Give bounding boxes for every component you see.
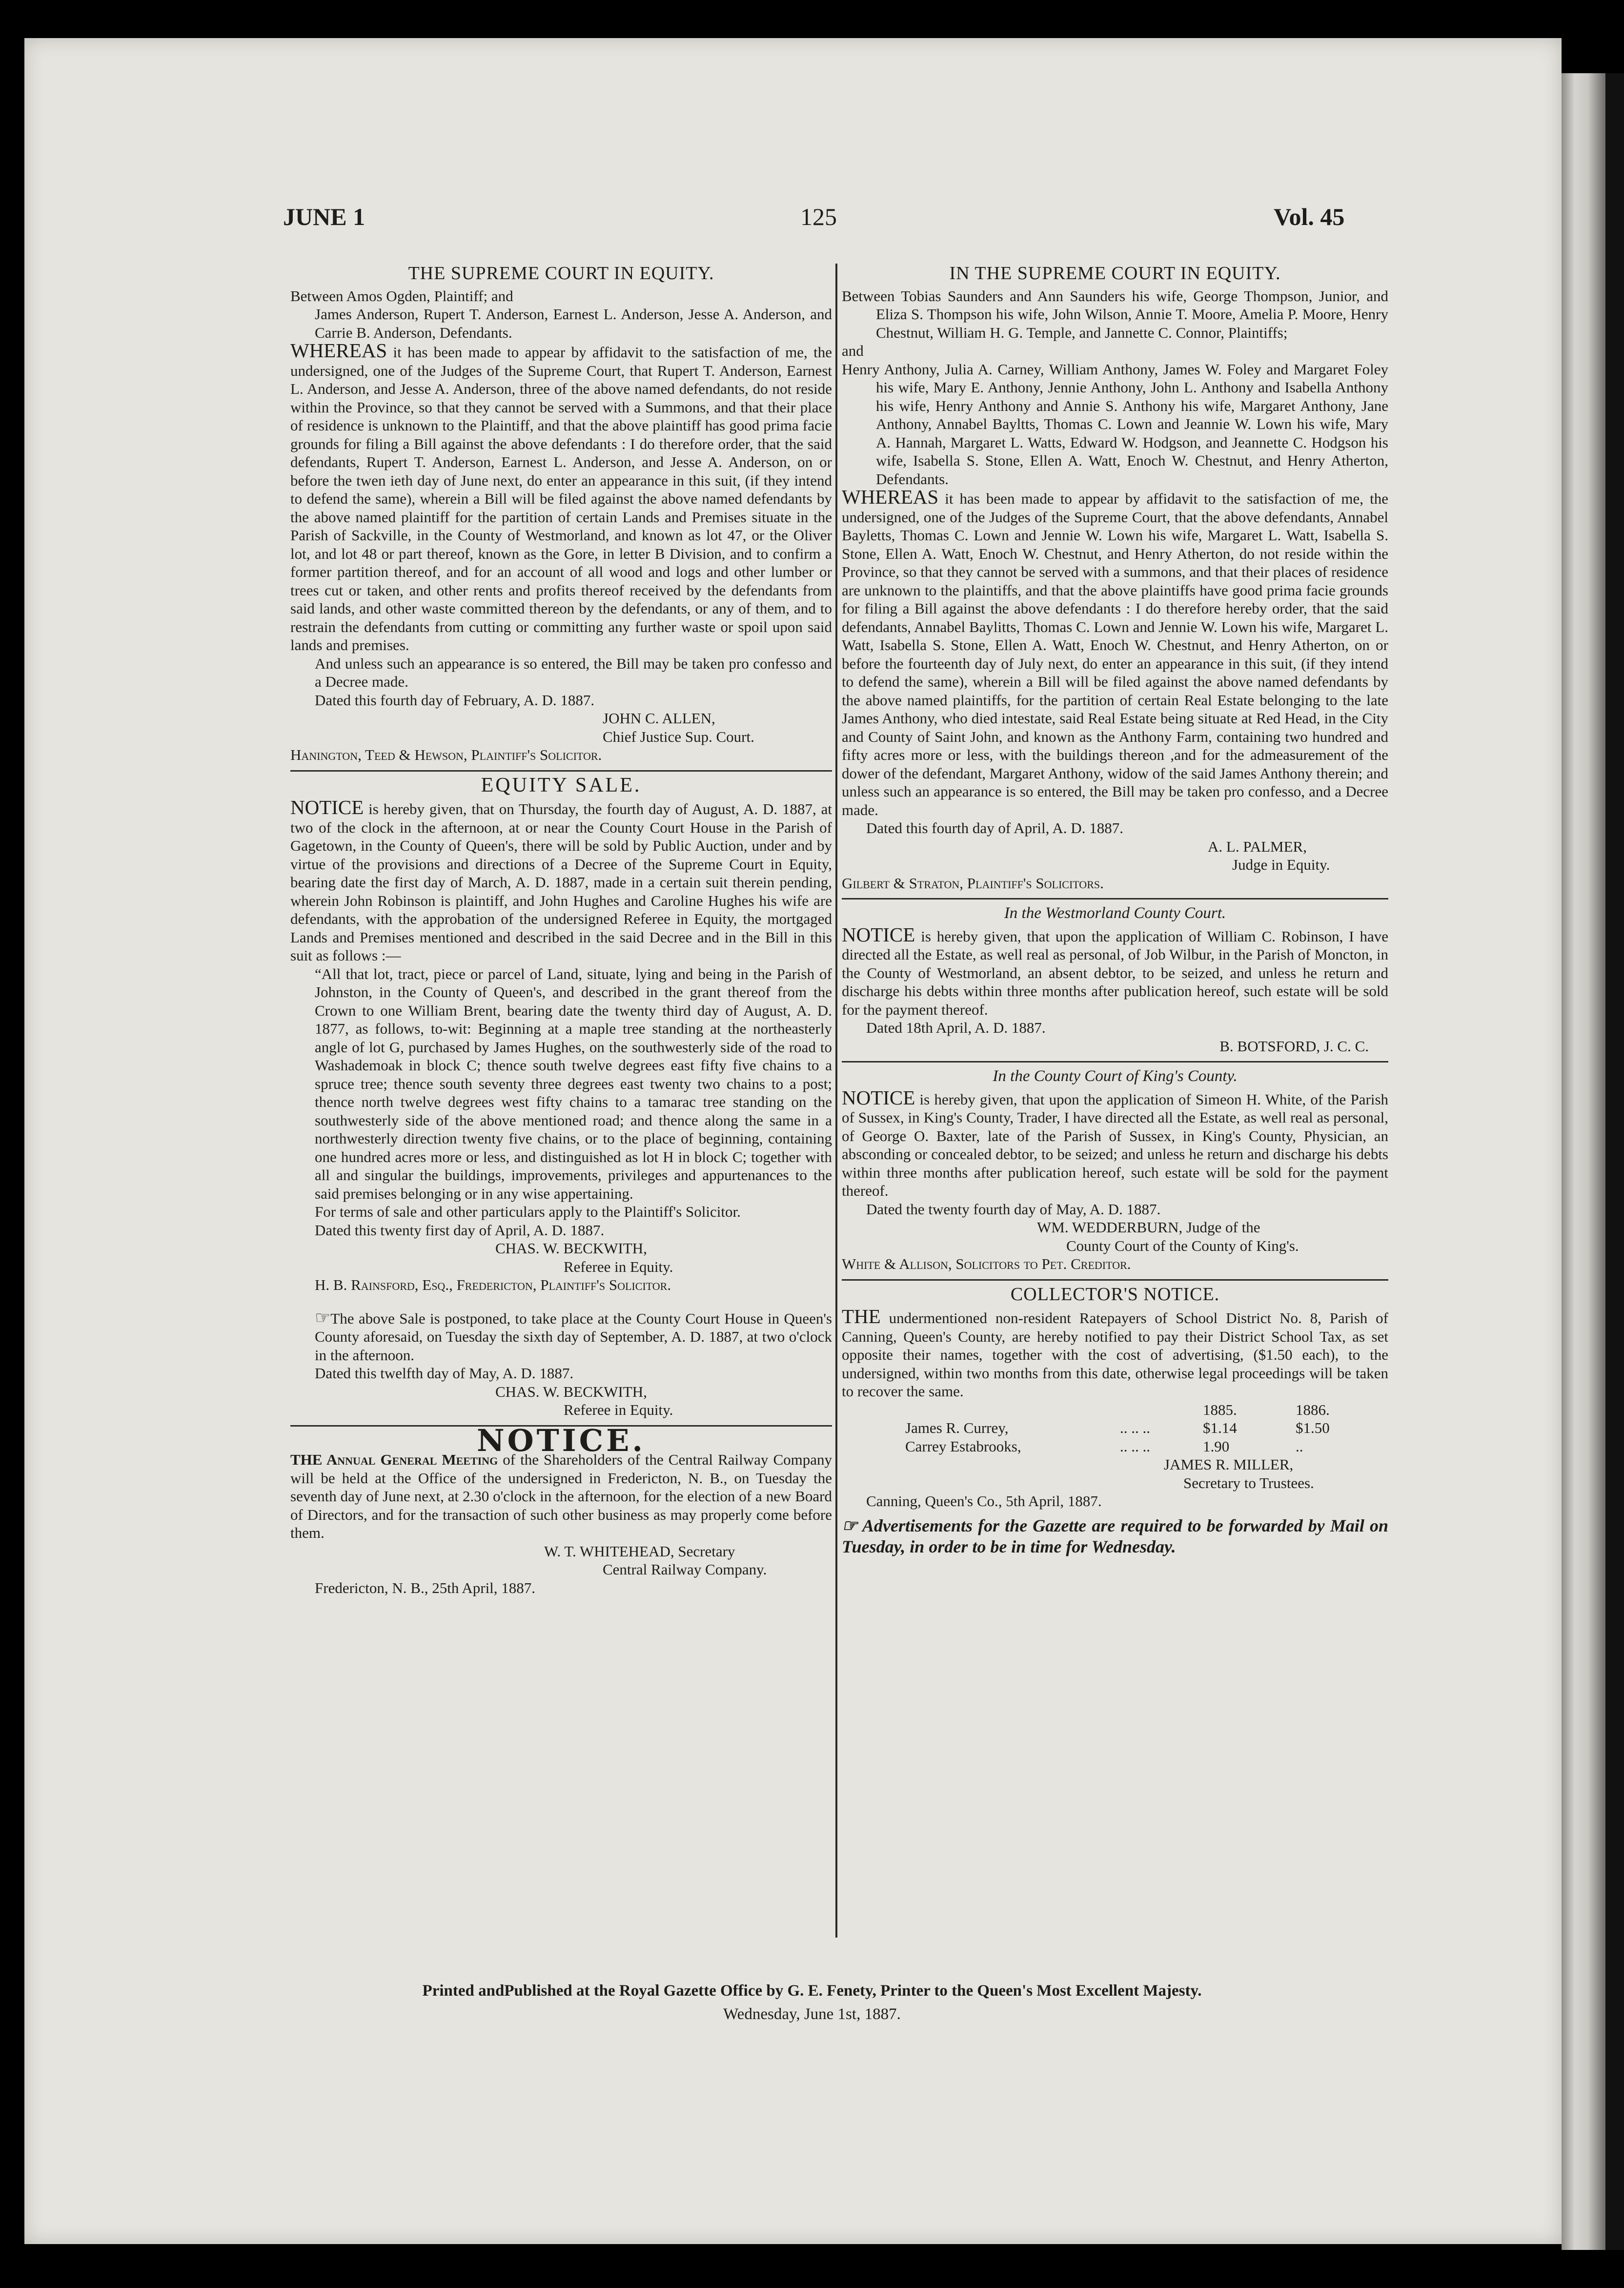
notice-body: WHEREAS it has been made to appear by affidavit to the satisfaction of me, the undersigned, one of the Judges of the Supreme Court, that Rupert T. Anderson, Earnest L. Anderson, and Jesse A. Anderson, three of the above named defendants, do not reside within the Province, so that they cannot be served with a Summons, and that their place of residence is unknown to the Plaintiff, and that the above plaintiff has good prima facie grounds for filing a Bill against the above defendants : I do therefore order, that the said defendants, Rupert T. Anderson, Earnest L. Anderson, and Jesse A. Anderson, on or before the twen ieth day of June next, do enter an appearance in this suit, (if they intend to defend the same), wherein a Bill will be filed against the above named defendants by the above named plaintiff for the partition of certain Lands and Premises situate in the Parish of Sackville, in the County of Westmorland, and known as lot 47, or the Oliver lot, and lot 48 or part thereof, known as the Gore, in letter B Division, and to confirm a former partition thereof, and for an account of all wood and logs and other lumber or trees cut or taken, and other rents and profits thereof received by the defendants from said lands, and other waste committed thereon by the defendants, or any of them, and to restrain the defendants from cutting or committing any further waste or spoil upon said lands and premises. xyxy=(290,339,832,654)
pointing-hand-icon: ☞ xyxy=(842,1515,858,1535)
notice-saunders xyxy=(842,265,1388,892)
page-header xyxy=(0,203,1624,237)
notice-title: NOTICE. xyxy=(476,1422,646,1458)
header-date: JUNE 1 xyxy=(283,203,365,230)
tax-1885: 1.90 xyxy=(1203,1437,1230,1455)
dated-line: Dated the twenty fourth day of May, A. D. 1887. xyxy=(866,1200,1161,1218)
solicitor-line: Gilbert & Straton, Plaintiff's Solicitors. xyxy=(842,874,1104,892)
advertisement-text: ☞ Advertisements for the Gazette are required to be forwarded by Mail on Tuesday, in order to be in time for Wednesday. xyxy=(842,1515,1388,1556)
signature-name: CHAS. W. BECKWITH, xyxy=(495,1383,647,1400)
year-header: 1885. xyxy=(1203,1401,1237,1418)
and-line: and xyxy=(842,342,864,359)
notice-body: NOTICE is hereby given, that upon the application of William C. Robinson, I have directed all the Estate, as well real as personal, of Job Wilbur, in the Parish of Moncton, in the County of Westmorland, an absent debtor, to be seized, and unless he return and discharge his debts within three months after publication hereof, such estate will be sold for the payment thereof. xyxy=(842,923,1389,1018)
right-column xyxy=(842,264,1388,1557)
dated-line: Dated this fourth day of April, A. D. 1887. xyxy=(866,819,1123,837)
signature-title: Judge in Equity. xyxy=(1232,856,1330,873)
property-description: “All that lot, tract, piece or parcel of Land, situate, lying and being in the Parish of Johnston, in the County of Queen's, and described in the grant thereof from the Crown to one William Brent, bearing date the twenty third day of August, A. D. 1877, as follows, to-wit: Beginning at a maple tree standing at the northeasterly angle of lot G, purchased by James Hughes, on the southwesterly side of the road to Washademoak in block C; thence south twelve degrees east fifty five chains to a spruce tree; thence south seventy three degrees east twenty two chains to a post; thence north twelve degrees west fifty chains to a tamarac tree standing on the southwesterly side of the above mentioned road; and thence along the same in a northwesterly direction twenty five chains, or to the place of beginning, containing one hundred acres more or less, and distinguished as lot H in block C; together with all and singular the buildings, improvements, privileges and appurtenances to the said premises belonging or in any wise appertaining. xyxy=(315,965,832,1202)
signature-line: B. BOTSFORD, J. C. C. xyxy=(1219,1037,1369,1055)
signature-name: CHAS. W. BECKWITH, xyxy=(495,1240,647,1257)
solicitor-line: H. B. Rainsford, Esq., Fredericton, Plaintiff's Solicitor. xyxy=(315,1276,671,1293)
notice-title: COLLECTOR'S NOTICE. xyxy=(1010,1284,1220,1305)
column-divider xyxy=(835,264,837,1938)
court-heading: In the Westmorland County Court. xyxy=(1004,904,1226,922)
ratepayer-name: Carrey Estabrooks, xyxy=(905,1437,1021,1455)
page-number: 125 xyxy=(800,203,837,230)
signature-name: W. T. WHITEHEAD, Secretary xyxy=(544,1542,735,1560)
defendants-list: Henry Anthony, Julia A. Carney, William Anthony, James W. Foley and Margaret Foley his wife, Mary E. Anthony, Jennie Anthony, John L. Anthony and Isabella Anthony his wife, Henry Anthony and Annie S. Anthony his wife, Margaret Anthony, Jane Anthony, Annabel Bayltts, Thomas C. Lown and Jeannie W. Lown his wife, Mary A. Hannah, Margaret L. Watts, Edward W. Hodgson, and Jeannette C. Hodgson his wife, Isabella S. Stone, Ellen A. Watt, Enoch W. Chestnut, and Henry Atherton, Defendants. xyxy=(842,360,1388,488)
signature-title: Referee in Equity. xyxy=(564,1258,673,1275)
signature-title: Chief Justice Sup. Court. xyxy=(603,728,754,745)
signature-title: County Court of the County of King's. xyxy=(1066,1237,1299,1254)
divider-rule xyxy=(842,898,1388,899)
imprint-date: Wednesday, June 1st, 1887. xyxy=(723,2005,901,2023)
notice-body: THE undermentioned non-resident Ratepayers of School District No. 8, Parish of Canning, Queen's County, are hereby notified to pay their District School Tax, as set opposite their names, together with the cost of advertising, ($1.50 each), to the undersigned, within two months from this date, otherwise legal proceedings will be taken to recover the same. xyxy=(842,1305,1388,1400)
dated-line: Dated 18th April, A. D. 1887. xyxy=(866,1019,1046,1036)
ratepayers-table xyxy=(842,1401,1388,1456)
signature-title: Secretary to Trustees. xyxy=(1183,1474,1314,1491)
signature-name: A. L. PALMER, xyxy=(1208,838,1307,855)
leader-dots: .. .. .. xyxy=(1120,1419,1150,1436)
table-row xyxy=(842,1419,1388,1437)
book-edge xyxy=(1605,73,1624,2250)
plaintiffs-list: Between Tobias Saunders and Ann Saunders his wife, George Thompson, Junior, and Eliza S. Thompson his wife, John Wilson, Annie T. Moore, Amelia P. Moore, Henry Chestnut, William H. G. Temple, and Jannette C. Connor, Plaintiffs; xyxy=(842,287,1388,341)
signature-title: Central Railway Company. xyxy=(603,1561,767,1578)
year-header: 1886. xyxy=(1296,1401,1330,1418)
dated-line: Dated this twenty first day of April, A. D. 1887. xyxy=(315,1221,605,1239)
gazette-advertisement-note xyxy=(842,1515,1388,1557)
terms-line: For terms of sale and other particulars apply to the Plaintiff's Solicitor. xyxy=(315,1203,741,1220)
printer-imprint xyxy=(0,1979,1624,2026)
notice-body: NOTICE is hereby given, that on Thursday, the fourth day of August, A. D. 1887, at two of the clock in the afternoon, at or near the County Court House in the Parish of Gagetown, in the County of Queen's, there will be sold by Public Auction, under and by virtue of the provisions and directions of a Decree of the Supreme Court in Equity, bearing date the first day of March, A. D. 1887, made in a certain suit therein pending, wherein John Robinson is plaintiff, and John Hughes and Caroline Hughes his wife are defendants, with the approbation of the undersigned Referee in Equity, the mortgaged Lands and Premises mentioned and described in the said Decree and in the Bill in this suit as follows :— xyxy=(290,796,832,964)
signature-title: Referee in Equity. xyxy=(564,1401,673,1418)
place-date-line: Canning, Queen's Co., 5th April, 1887. xyxy=(866,1492,1102,1510)
divider-rule xyxy=(290,770,832,772)
ratepayer-name: James R. Currey, xyxy=(905,1419,1009,1436)
notice-title: IN THE SUPREME COURT IN EQUITY. xyxy=(949,263,1281,284)
notice-body: NOTICE is hereby given, that upon the application of Simeon H. White, of the Parish of Sussex, in King's County, Trader, I have directed all the Estate, as well real as personal, of George O. Baxter, late of the Parish of Sussex, in King's County, Physician, an absconding or concealed debtor, to be seized; and unless he return and discharge his debts within three months after publication hereof, such estate will be sold for the payment thereof. xyxy=(842,1086,1389,1199)
tax-1885: $1.14 xyxy=(1203,1419,1237,1436)
notice-body: WHEREAS it has been made to appear by affidavit to the satisfaction of me, the undersigned, one of the Judges of the Supreme Court, that the above defendants, Annabel Bayletts, Thomas C. Lown and Jennie W. Lown his wife, Margaret L. Watt, Isabella S. Stone, Ellen A. Watt, Enoch W. Chestnut, and Henry Atherton, do not reside within the Province, so that they cannot be served with a summons, and that their places of residence are unknown to the plaintiffs, and that the above plaintiffs have good prima facie grounds for filing a Bill against the above defendants : I do therefore hereby order, that the said defendants, Annabel Baylitts, Thomas C. Lown and Jennie W. Lown his wife, Margaret L. Watt, Isabella S. Stone, Ellen A. Watt, Enoch W. Chestnut, and Henry Atherton, on or before the fourteenth day of July next, do enter an appearance in this suit, (if they intend to defend the same), wherein a Bill will be filed against the above named defendants by the above named plaintiffs, for the partition of certain Real Estate belonging to the late James Anthony, who died intestate, said Real Estate being situate at Red Head, in the City and County of Saint John, and known as the Anthony Farm, containing two hundred and fifty acres more or less, with the buildings thereon ,and for the admeasurement of the dower of the defendant, Margaret Anthony, widow of the said James Anthony therein; and unless such an appearance is so entered, the Bill may be taken pro confesso, and a Decree made. xyxy=(842,486,1389,818)
dated-line: Dated this fourth day of February, A. D. 1887. xyxy=(315,691,595,709)
notice-equity-sale xyxy=(290,776,832,1419)
signature-name: JAMES R. MILLER, xyxy=(1164,1456,1294,1473)
table-row xyxy=(842,1437,1388,1456)
postponement-notice: ☞The above Sale is postponed, to take place at the County Court House in Queen's County aforesaid, on Tuesday the sixth day of September, A. D. 1887, at two o'clock in the afternoon. xyxy=(315,1307,832,1364)
leader-dots: .. .. .. xyxy=(1120,1437,1150,1455)
signature-name: WM. WEDDERBURN, Judge of the xyxy=(1037,1219,1260,1236)
volume-number: Vol. 45 xyxy=(1274,203,1345,230)
notice-body: THE Annual General Meeting of the Shareholders of the Central Railway Company will be held at the Office of the undersigned in Fredericton, N. B., on Tuesday the seventh day of June next, at 2.30 o'clock in the afternoon, for the election of a new Board of Directors, and for the transaction of such other business as may properly come before them. xyxy=(290,1451,832,1541)
signature-name: JOHN C. ALLEN, xyxy=(603,710,715,727)
notice-westmorland xyxy=(842,904,1388,1055)
book-spine xyxy=(1562,73,1605,2250)
notice-kings-county xyxy=(842,1067,1388,1273)
notice-anderson xyxy=(290,265,832,764)
place-date-line: Fredericton, N. B., 25th April, 1887. xyxy=(315,1579,536,1596)
dated-line: Dated this twelfth day of May, A. D. 1887. xyxy=(315,1365,574,1382)
pointing-hand-icon: ☞ xyxy=(315,1307,331,1328)
left-column xyxy=(290,264,832,1597)
notice-collector xyxy=(842,1286,1388,1511)
notice-railway-meeting xyxy=(290,1422,832,1597)
defendants-list: James Anderson, Rupert T. Anderson, Earnest L. Anderson, Jesse A. Anderson, and Carrie B. Anderson, Defendants. xyxy=(315,306,832,341)
unless-clause: And unless such an appearance is so entered, the Bill may be taken pro confesso and a Decree made. xyxy=(315,654,832,690)
divider-rule xyxy=(842,1061,1388,1062)
tax-1886: $1.50 xyxy=(1296,1419,1330,1436)
solicitor-line: Hanington, Teed & Hewson, Plaintiff's Solicitor. xyxy=(290,746,602,763)
between-line: Between Amos Ogden, Plaintiff; and xyxy=(290,287,513,305)
notice-title: EQUITY SALE. xyxy=(481,774,642,797)
notice-title: THE SUPREME COURT IN EQUITY. xyxy=(408,263,714,284)
imprint-line: Printed andPublished at the Royal Gazette Office by G. E. Fenety, Printer to the Queen's Most Excellent Majesty. xyxy=(422,1982,1202,2000)
court-heading: In the County Court of King's County. xyxy=(993,1067,1238,1085)
table-header-row xyxy=(842,1401,1388,1419)
divider-rule xyxy=(842,1279,1388,1281)
tax-1886: .. xyxy=(1296,1437,1303,1455)
solicitor-line: White & Allison, Solicitors to Pet. Creditor. xyxy=(842,1255,1131,1272)
